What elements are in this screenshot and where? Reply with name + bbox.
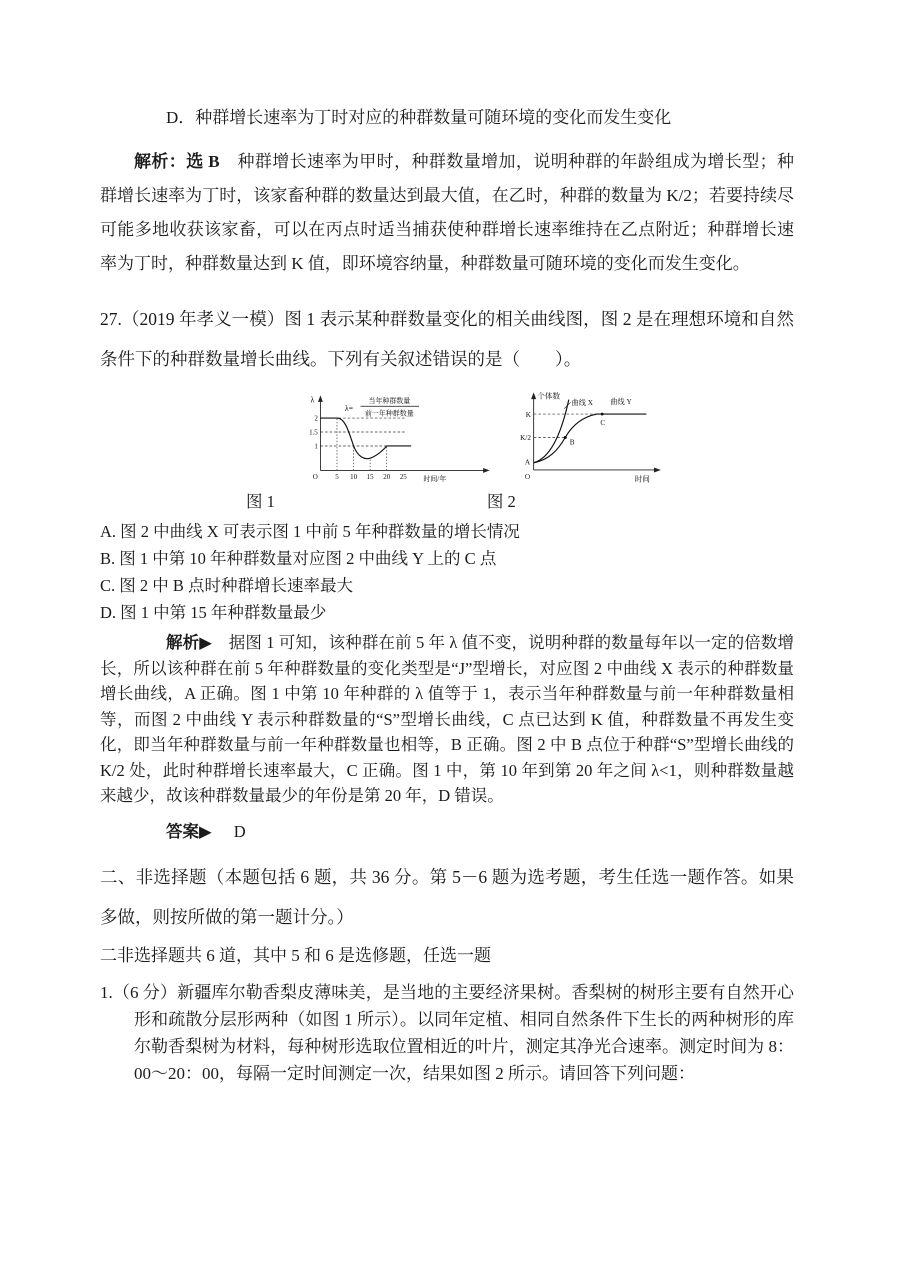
- fig2-k2-label: K/2: [520, 434, 531, 443]
- answer-arrow-label: 答案▶: [166, 821, 212, 841]
- fig2-point-b-label: B: [569, 438, 575, 447]
- fig1-y-axis-arrow-icon: [318, 395, 323, 402]
- fig2-curve-x: [534, 400, 569, 463]
- fig1-xtick-5: 5: [335, 473, 339, 482]
- fig1-ytick-1-5: 1.5: [309, 428, 318, 437]
- fig1-formula-denominator: 前一年种群数量: [364, 409, 414, 418]
- fig2-point-c: [601, 413, 604, 416]
- fig1-xtick-15: 15: [366, 473, 374, 482]
- figure-1-caption: 图 1: [246, 492, 275, 511]
- section-2-heading: 二、非选择题（本题包括 6 题，共 36 分。第 5－6 题为选考题，考生任选一题作答。如果多做，则按所做的第一题计分。）: [100, 866, 794, 927]
- fig2-point-b: [564, 436, 567, 439]
- prev-question-analysis: [100, 145, 794, 281]
- fig1-lambda-curve: [320, 418, 411, 459]
- analysis-body: 据图 1 可知，该种群在前 5 年 λ 值不变，说明种群的数量每年以一定的倍数增长，所以该种群在前 5 年种群数量的变化类型是“J”型增长，对应图 2 中曲线 X 表示的种群数量增长曲线，A 正确。图 1 中第 10 年种群的 λ 值等于 1，表示当年种群数量与前一年种群数量相等，而图 2 中曲线 Y 表示种群数量的“S”型增长曲线，C 点已达到 K 值，种群数量不再发生变化，即当年种群数量与前一年种群数量也相等，B 正确。图 2 中 B 点位于种群“S”型增长曲线的 K/2 处，此时种群增长速率最大，C 正确。图 1 中，第 10 年到第 20 年之间 λ<1，则种群数量越来越少，故该种群数量最少的年份是第 20 年，D 错误。: [100, 633, 794, 805]
- answer-value: D: [233, 821, 246, 841]
- option-d: D. 图 1 中第 15 年种群数量最少: [100, 603, 327, 622]
- question-27-analysis: [100, 630, 794, 809]
- figure-captions-row: [100, 490, 794, 514]
- analysis-text: 种群增长速率为甲时，种群数量增加，说明种群的年龄组成为增长型；种群增长速率为丁时，该家畜种群的数量达到最大值，在乙时，种群的数量为 K/2；若要持续尽可能多地收获该家畜，可以在丙点时适当捕获使种群增长速率维持在乙点附近；种群增长速率为丁时，种群数量达到 K 值，即环境容纳量，种群数量可随环境的变化而发生变化。: [100, 152, 795, 273]
- fig2-point-a-label: A: [524, 458, 531, 467]
- fig2-curve-y-label: 曲线 Y: [610, 398, 632, 407]
- fig2-x-axis-label: 时间: [634, 474, 650, 484]
- analysis-arrow-label: 解析▶: [166, 633, 229, 652]
- fig1-x-axis-label: 时间/年: [423, 474, 447, 483]
- fig2-k-label: K: [525, 410, 531, 419]
- option-b: B. 图 1 中第 10 年种群数量对应图 2 中曲线 Y 上的 C 点: [100, 549, 497, 568]
- fig1-ytick-2: 2: [314, 414, 318, 423]
- fig2-x-axis-arrow-icon: [654, 467, 661, 472]
- figure-2-chart: [511, 387, 669, 488]
- fig2-point-c-label: C: [600, 418, 606, 427]
- figures-row: [296, 387, 794, 488]
- figure-1-chart: [296, 390, 501, 488]
- fig2-y-axis-arrow-icon: [531, 392, 536, 399]
- question-1-stem: 1.（6 分）新疆库尔勒香梨皮薄味美，是当地的主要经济果树。香梨树的树形主要有自然开心形和疏散分层形两种（如图 1 所示）。以同年定植、相同自然条件下生长的两种树形的库尔勒香梨树为材料，每种树形选取位置相近的叶片，测定其净光合速率。测定时间为 8：00～20：00，每隔一定时间测定一次，结果如图 2 所示。请回答下列问题：: [100, 982, 794, 1083]
- fig2-y-axis-label: 个体数: [537, 391, 561, 401]
- fig2-curve-y: [534, 414, 647, 463]
- prev-question-option-d: D．种群增长速率为丁时对应的种群数量可随环境的变化而发生变化: [166, 108, 672, 127]
- question-27-options: [100, 518, 794, 626]
- fig1-origin-label: O: [312, 473, 318, 482]
- fig2-curve-x-label: 曲线 X: [571, 399, 593, 408]
- question-27-answer: [100, 819, 794, 845]
- fig1-formula-lhs: λ=: [344, 404, 354, 414]
- option-a: A. 图 2 中曲线 X 可表示图 1 中前 5 年种群数量的增长情况: [100, 522, 520, 541]
- fig1-y-axis-label: λ: [310, 395, 315, 405]
- fig1-xtick-25: 25: [399, 473, 407, 482]
- section-2-note: 二非选择题共 6 道，其中 5 和 6 是选修题，任选一题: [100, 945, 491, 965]
- fig1-ytick-1: 1: [314, 442, 318, 451]
- fig1-xtick-10: 10: [350, 473, 358, 482]
- fig2-origin-label: O: [524, 472, 531, 481]
- analysis-label: 解析：选 B: [134, 152, 238, 171]
- fig1-x-axis-arrow-icon: [483, 468, 490, 473]
- question-27-stem: 27.（2019 年孝义一模）图 1 表示某种群数量变化的相关曲线图，图 2 是在理想环境和自然条件下的种群数量增长曲线。下列有关叙述错误的是（ ）。: [100, 309, 794, 369]
- fig1-xtick-20: 20: [383, 473, 391, 482]
- figure-2-caption: 图 2: [486, 492, 516, 511]
- option-c: C. 图 2 中 B 点时种群增长速率最大: [100, 576, 354, 595]
- fig1-formula-numerator: 当年种群数量: [368, 397, 411, 406]
